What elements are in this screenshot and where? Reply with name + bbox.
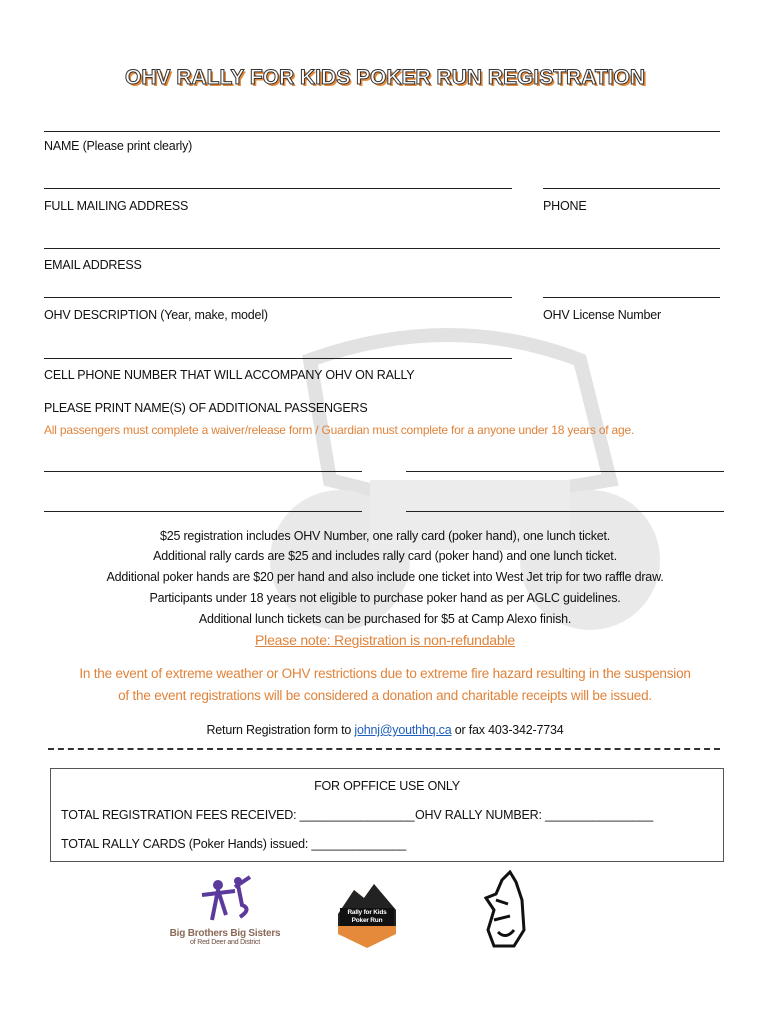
email-line[interactable] bbox=[44, 248, 720, 249]
office-use-box bbox=[50, 768, 724, 862]
bbbs-logo bbox=[160, 875, 290, 950]
passenger-line-1[interactable] bbox=[44, 471, 362, 472]
name-line[interactable] bbox=[44, 131, 720, 132]
passenger-line-3[interactable] bbox=[44, 511, 362, 512]
address-label: FULL MAILING ADDRESS bbox=[44, 199, 189, 213]
return-instructions bbox=[0, 723, 770, 737]
rally-logo-line2: Poker Run bbox=[351, 917, 383, 924]
office-heading: FOR OPFFICE USE ONLY bbox=[314, 779, 460, 793]
rally-logo-text bbox=[334, 909, 400, 925]
rally-number-field: OHV RALLY NUMBER: ________________ bbox=[415, 808, 654, 822]
info-line: Additional rally cards are $25 and includes rally card (poker hand) and one lunch ticket. bbox=[153, 549, 617, 563]
wolf-logo-icon bbox=[484, 870, 528, 948]
return-fax: or fax 403-342-7734 bbox=[451, 723, 564, 737]
return-email-link[interactable]: johnj@youthhq.ca bbox=[354, 723, 452, 737]
info-line: Additional poker hands are $20 per hand and also include one ticket into West Jet trip for two raffle draw. bbox=[106, 570, 664, 584]
passenger-line-2[interactable] bbox=[406, 471, 724, 472]
bbbs-name: Big Brothers Big Sisters bbox=[169, 928, 281, 939]
info-line: Additional lunch tickets can be purchased for $5 at Camp Alexo finish. bbox=[198, 612, 572, 626]
info-line: $25 registration includes OHV Number, one rally card (poker hand), one lunch ticket. bbox=[159, 529, 611, 543]
rally-cards-field: TOTAL RALLY CARDS (Poker Hands) issued: ______________ bbox=[61, 837, 406, 851]
bbbs-subtitle: of Red Deer and District bbox=[190, 939, 260, 946]
email-label: EMAIL ADDRESS bbox=[44, 258, 142, 272]
ohv-license-line[interactable] bbox=[543, 297, 720, 298]
phone-line[interactable] bbox=[543, 188, 720, 189]
ohv-description-line[interactable] bbox=[44, 297, 512, 298]
info-line: Participants under 18 years not eligible to purchase poker hand as per AGLC guidelines. bbox=[149, 591, 621, 605]
weather-note-2: of the event registrations will be considered a donation and charitable receipts will be issued. bbox=[118, 688, 652, 703]
cell-line[interactable] bbox=[44, 358, 512, 359]
rally-logo-line1: Rally for Kids bbox=[347, 909, 387, 916]
bbbs-figures-icon bbox=[160, 875, 290, 925]
ohv-description-label: OHV DESCRIPTION (Year, make, model) bbox=[44, 308, 268, 322]
non-refundable-note: Please note: Registration is non-refundable bbox=[255, 632, 515, 648]
fees-received-field: TOTAL REGISTRATION FEES RECEIVED: _________________ bbox=[61, 808, 415, 822]
ohv-license-label: OHV License Number bbox=[543, 308, 661, 322]
address-line[interactable] bbox=[44, 188, 512, 189]
cell-label: CELL PHONE NUMBER THAT WILL ACCOMPANY OHV ON RALLY bbox=[44, 368, 415, 382]
return-prefix: Return Registration form to bbox=[206, 723, 355, 737]
passengers-label: PLEASE PRINT NAME(S) OF ADDITIONAL PASSENGERS bbox=[44, 401, 368, 415]
waiver-note: All passengers must complete a waiver/release form / Guardian must complete for a anyone under 18 years of age. bbox=[44, 423, 635, 437]
form-title: OHV RALLY FOR KIDS POKER RUN REGISTRATION bbox=[125, 66, 645, 89]
name-label: NAME (Please print clearly) bbox=[44, 139, 193, 153]
phone-label: PHONE bbox=[543, 199, 587, 213]
passenger-line-4[interactable] bbox=[406, 511, 724, 512]
rally-logo bbox=[334, 880, 400, 950]
cut-line bbox=[48, 748, 720, 750]
weather-note-1: In the event of extreme weather or OHV restrictions due to extreme fire hazard resulting in the suspension bbox=[79, 666, 691, 681]
